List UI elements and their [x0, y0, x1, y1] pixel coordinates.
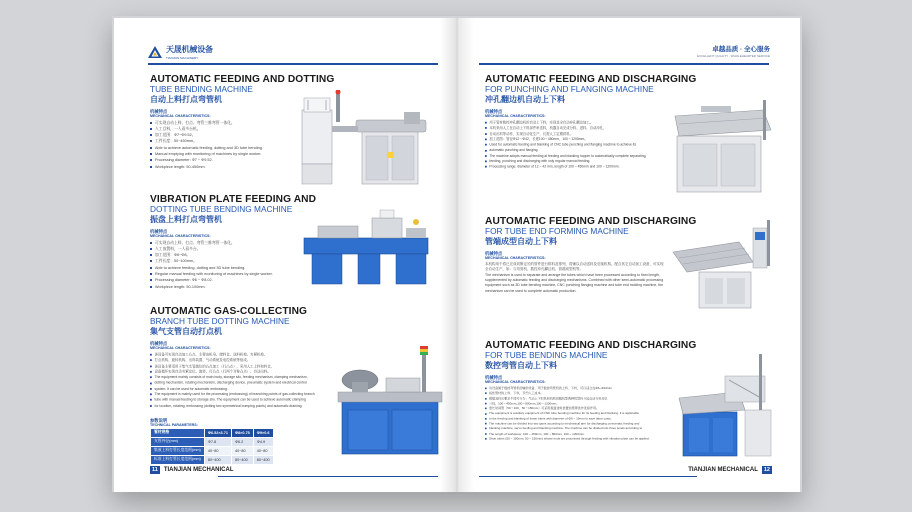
section-punching-flanging	[485, 74, 695, 176]
feature-item: 人工目料，一人看多台机。	[150, 126, 350, 132]
right-footer	[688, 466, 772, 474]
section-title: AUTOMATIC FEEDING AND DISCHARGING	[485, 340, 697, 351]
spec-header-cell: Φ6.52×3.71	[204, 428, 231, 437]
feature-item: The equipment mainly consists of main body, storage silo, feeding mechanism, clamping mechanism,	[150, 374, 339, 380]
feature-item: Able to achieve feeding, dotting and 3D tube bending.	[150, 265, 350, 271]
section-label-cn: 机械特点	[485, 109, 503, 114]
feature-item: 加工范围：Φ7~Φ9.52。	[150, 132, 350, 138]
section-title: AUTOMATIC GAS-COLLECTING	[150, 306, 308, 317]
spec-cell: 40~80	[231, 446, 253, 455]
spec-cell: Φ7.8	[204, 437, 231, 446]
feature-item: dotting mechanism, rotating mechanism, discharging device, pneumatic system and electrical control	[150, 380, 339, 386]
feature-item: 该设备主要适用于集气支管端位的凸点加工（打凸点），采用人工上料和料仓，	[150, 363, 339, 369]
feature-item: tube with manual feeding to storage silo. The equipment can be used to achieve automatic clamping	[150, 397, 339, 403]
feature-item: Short tubes (50 ~ 100mm, 50 ~ 150mm) whose ends are processed through feeding with vibration plate can be applied.	[485, 436, 661, 441]
spec-cell: Φ4.9	[253, 437, 273, 446]
slogan-cn: 卓越品质 · 全心服务	[712, 46, 770, 53]
section-title-cn: 管端成型自动上下料	[485, 237, 557, 246]
slogan-en: EXCELLENT QUALITY · WHOLEHEARTED SERVICE	[697, 54, 770, 58]
feature-item: feeding, punching and discharging with only regular manual feeding.	[485, 158, 670, 164]
page-number: 12	[763, 467, 770, 473]
feature-item: Able to achieve automatic feeding, dotting and 3D tube bending.	[150, 145, 350, 151]
top-rule	[479, 63, 769, 65]
spec-row	[151, 455, 274, 464]
bending-feeder-machine-image	[673, 352, 783, 460]
feature-item: 该设备属于数控弯管机的辅助设备，用于数控弯管机的上料、下料，可以适合在Φ6~Φ19mm	[485, 386, 661, 391]
section-subtitle: FOR PUNCHING AND FLANGING MACHINE	[485, 84, 654, 94]
spec-header-row	[151, 428, 274, 437]
section-tube-bending-feeder	[485, 340, 705, 455]
feature-list	[485, 386, 661, 441]
section-label-en: MECHANICAL CHARACTERISTICS:	[485, 256, 546, 260]
feature-item: to the feeding and blanking of linear tubes with diameter of Φ6 ~ 19mm to save labor costs.	[485, 416, 661, 421]
dotting-bender-machine-image	[292, 90, 432, 190]
punching-feeder-machine-image	[671, 96, 781, 196]
feature-item: blanking machine, servo feeding and blanking machine. The machine can be divided into three levels according to	[485, 426, 661, 431]
spec-header-cell: Φ9×0.6	[253, 428, 273, 437]
feature-item: 该设备可实现自动加工凸点，主要由机身、储料仓、送料机构、夹紧机构、	[150, 352, 339, 358]
footer-rule	[479, 476, 697, 477]
spec-header-cell: 管材规格	[151, 428, 205, 437]
section-title: AUTOMATIC FEEDING AND DISCHARGING	[485, 216, 697, 227]
feature-item: 可实现自动上料、打点、弯管三维弯管一体化。	[150, 240, 350, 246]
section-label-en: MECHANICAL CHARACTERISTICS:	[150, 346, 211, 350]
section-label-cn: 机械特点	[150, 229, 168, 234]
vibration-bender-machine-image	[298, 208, 438, 288]
feature-item: Used for automatic feeding and blanking of CNC tube punching and flanging machine to achieve its	[485, 142, 670, 148]
section-subtitle: BRANCH TUBE DOTTING MACHINE	[150, 316, 290, 326]
description-en: The mechanism is used to separate and arrange the tubes which have been processed according to fixed length, supplemented by automatic feeding and discharging mechanisms. Combined with other semi-automatic processing equipment such as 3D tube bending machine, CNC punching flanging machine and tube end molding machine, the mechanism can be used to complete automatic production.	[485, 272, 664, 293]
feature-item: Manual emptying with monitoring of machines by single worker.	[150, 151, 350, 157]
section-title: AUTOMATIC FEEDING AND DISCHARGING	[485, 74, 697, 85]
feature-item: Processing diameter: Φ6 ~ Φ8.02.	[150, 277, 350, 283]
section-title: VIBRATION PLATE FEEDING AND	[150, 194, 317, 205]
footer-brand: TIANJIAN MECHANICAL	[163, 467, 234, 473]
section-title-cn: 集气支管自动打点机	[150, 327, 222, 336]
section-label-cn: 机械特点	[485, 251, 503, 256]
spec-row	[151, 446, 274, 455]
section-title-cn: 自动上料打点弯管机	[150, 95, 222, 104]
section-label-en: MECHANICAL CHARACTERISTICS:	[485, 380, 546, 384]
feature-item: Processing range: diameter of 12 ~ 42 mm, length of 100 ~ 450mm and 100 ~ 1200mm.	[485, 164, 670, 170]
spec-header-cell: Φ8×0.75	[231, 428, 253, 437]
feature-item: 三档，100～450mm,100～800mm,100～1200mm。	[485, 401, 661, 406]
feature-item: 更长时间管（50～100、50～150mm）可采用振盘送料装置加管筛选作连接作用。	[485, 406, 661, 411]
footer-brand: TIANJIAN MECHANICAL	[688, 467, 758, 473]
left-page	[114, 18, 457, 492]
feature-item: 人工放置料，一人看多台。	[150, 246, 350, 252]
feature-item: 加工范围：管径Φ12～Φ42，长度100～450mm，100～1200mm。	[485, 136, 670, 142]
feature-item: automatic punching and flanging.	[485, 147, 670, 153]
feature-item: 打点机构、旋转机构、出料装置、气动系统及电控系统等组成。	[150, 357, 339, 363]
feature-item: Regular manual feeding with monitoring of machines by single worker.	[150, 271, 350, 277]
feature-item: 工件长度：50~100mm。	[150, 258, 350, 264]
spec-row	[151, 437, 274, 446]
spec-cell: 80~400	[204, 455, 231, 464]
feature-item: 工件长度：50~450mm。	[150, 138, 350, 144]
feature-item: Workpiece length: 50-100mm.	[150, 284, 350, 290]
feature-item: The equipment is auxiliary equipment of CNC tube bending machine for its feeding and blanking. It is applicable	[485, 411, 661, 416]
feature-item: 用于管材数控冲孔翻边机的自动上下料，实现其全自动冲孔翻边加工。	[485, 120, 670, 126]
right-page	[457, 18, 800, 492]
section-label-cn: 机械特点	[150, 109, 168, 114]
gas-collecting-dotting-machine-image	[326, 340, 444, 458]
page-number: 11	[152, 467, 158, 473]
feature-item: The length of workpiece: 100 ~ 450mm, 100 ~ 800mm, 100 ~ 1200mm.	[485, 431, 661, 436]
feature-item: 根据其料长要求不同可分为：气动上下料机和机构伺服机型两种机型料斗能自动分料对位	[485, 396, 661, 401]
spec-cell: 40~80	[253, 446, 273, 455]
section-title: AUTOMATIC FEEDING AND DOTTING	[150, 74, 335, 85]
feature-item: Workpiece length: 50-450mm.	[150, 164, 350, 170]
section-label-en: MECHANICAL CHARACTERISTICS:	[150, 234, 211, 238]
section-label-cn: 机械特点	[150, 341, 168, 346]
left-footer	[150, 466, 234, 474]
spec-cell: 80~400	[253, 455, 273, 464]
section-subtitle: FOR TUBE BENDING MACHINE	[485, 350, 608, 360]
spec-cell: 标准上料打管长度范围(mm)	[151, 455, 205, 464]
section-label-cn: 机械特点	[485, 375, 503, 380]
brand-slogan	[697, 44, 770, 58]
feature-item: The machine can be divided into two types according to mechanical arm for discharging: pneumatic feeding and	[485, 421, 661, 426]
feature-item: 可实现自动上料、打点、弯管三维弯管一体化。	[150, 120, 350, 126]
spec-title-en: TECHNICAL PARAMETERS:	[150, 423, 198, 427]
feature-list	[485, 120, 670, 170]
feature-item: 设备循环实现自动夹紧定位、旋转、打凸点（打两个对称凸点）、自动出料。	[150, 369, 339, 375]
feature-item: The equipment is mainly used for the processing (embossing) of branching points of gas-collecting branch	[150, 391, 339, 397]
section-title-cn: 振盘上料打点弯管机	[150, 215, 222, 224]
spec-table	[150, 428, 274, 465]
section-subtitle: FOR TUBE END FORMING MACHINE	[485, 226, 629, 236]
description-cn: 本机构用于将已完成切断定长的管件进行排料及排列，将铺以自动送料及后续机构，配合其它自动加工设备，可实现全自动生产，如：与弯管机、数控冲孔翻边机、管端成型机等。	[485, 261, 664, 271]
spec-cell: 80~400	[231, 455, 253, 464]
section-title-cn: 冲孔翻边机自动上下料	[485, 95, 565, 104]
section-label-en: MECHANICAL CHARACTERISTICS:	[150, 114, 211, 118]
feature-item: for location, rotating, embossing (dotting two symmetrical bumping points) and automatic draining.	[150, 403, 339, 409]
spec-cell: Φ6.2	[231, 437, 253, 446]
brand-name-en: TIANJIAN MACHINERY	[166, 56, 199, 60]
top-rule	[148, 63, 438, 65]
feature-item: The machine adopts manual feeding at feeding and blanking hopper to automatically complete separating,	[485, 153, 670, 159]
feature-item: 线性管材的上料、下料，节约人工成本。	[485, 391, 661, 396]
brand-logo	[148, 44, 213, 60]
spec-table-block	[150, 418, 274, 465]
brand-mark-icon	[148, 46, 162, 58]
feature-item: 自动出料等动作，实现自动化生产，仅需人工定期供料。	[485, 131, 670, 137]
spec-cell: 40~80	[204, 446, 231, 455]
footer-rule	[218, 476, 438, 477]
feature-item: 加工范围：Φ6~Φ8。	[150, 252, 350, 258]
feature-item: 本机采用人工在自动上下料部件串送料，机器自动完成分料、进料、自动冲孔、	[485, 125, 670, 131]
feature-list	[150, 352, 339, 409]
end-forming-feeder-machine-image	[669, 218, 781, 314]
section-label-en: MECHANICAL CHARACTERISTICS:	[485, 114, 546, 118]
section-subtitle: DOTTING TUBE BENDING MACHINE	[150, 204, 293, 214]
spec-cell: 支管外径(mm)	[151, 437, 205, 446]
feature-item: system. It can be used for automatic embossing.	[150, 386, 339, 392]
section-subtitle: TUBE BENDING MACHINE	[150, 84, 253, 94]
section-title-cn: 数控弯管自动上下料	[485, 361, 557, 370]
feature-item: Processing diameter: Φ7 ~ Φ9.52.	[150, 157, 350, 163]
spec-title-cn: 参数说明	[150, 418, 168, 423]
brand-name-cn: 天晟机械设备	[166, 45, 213, 54]
spec-cell: 集液上料打管长度范围(mm)	[151, 446, 205, 455]
